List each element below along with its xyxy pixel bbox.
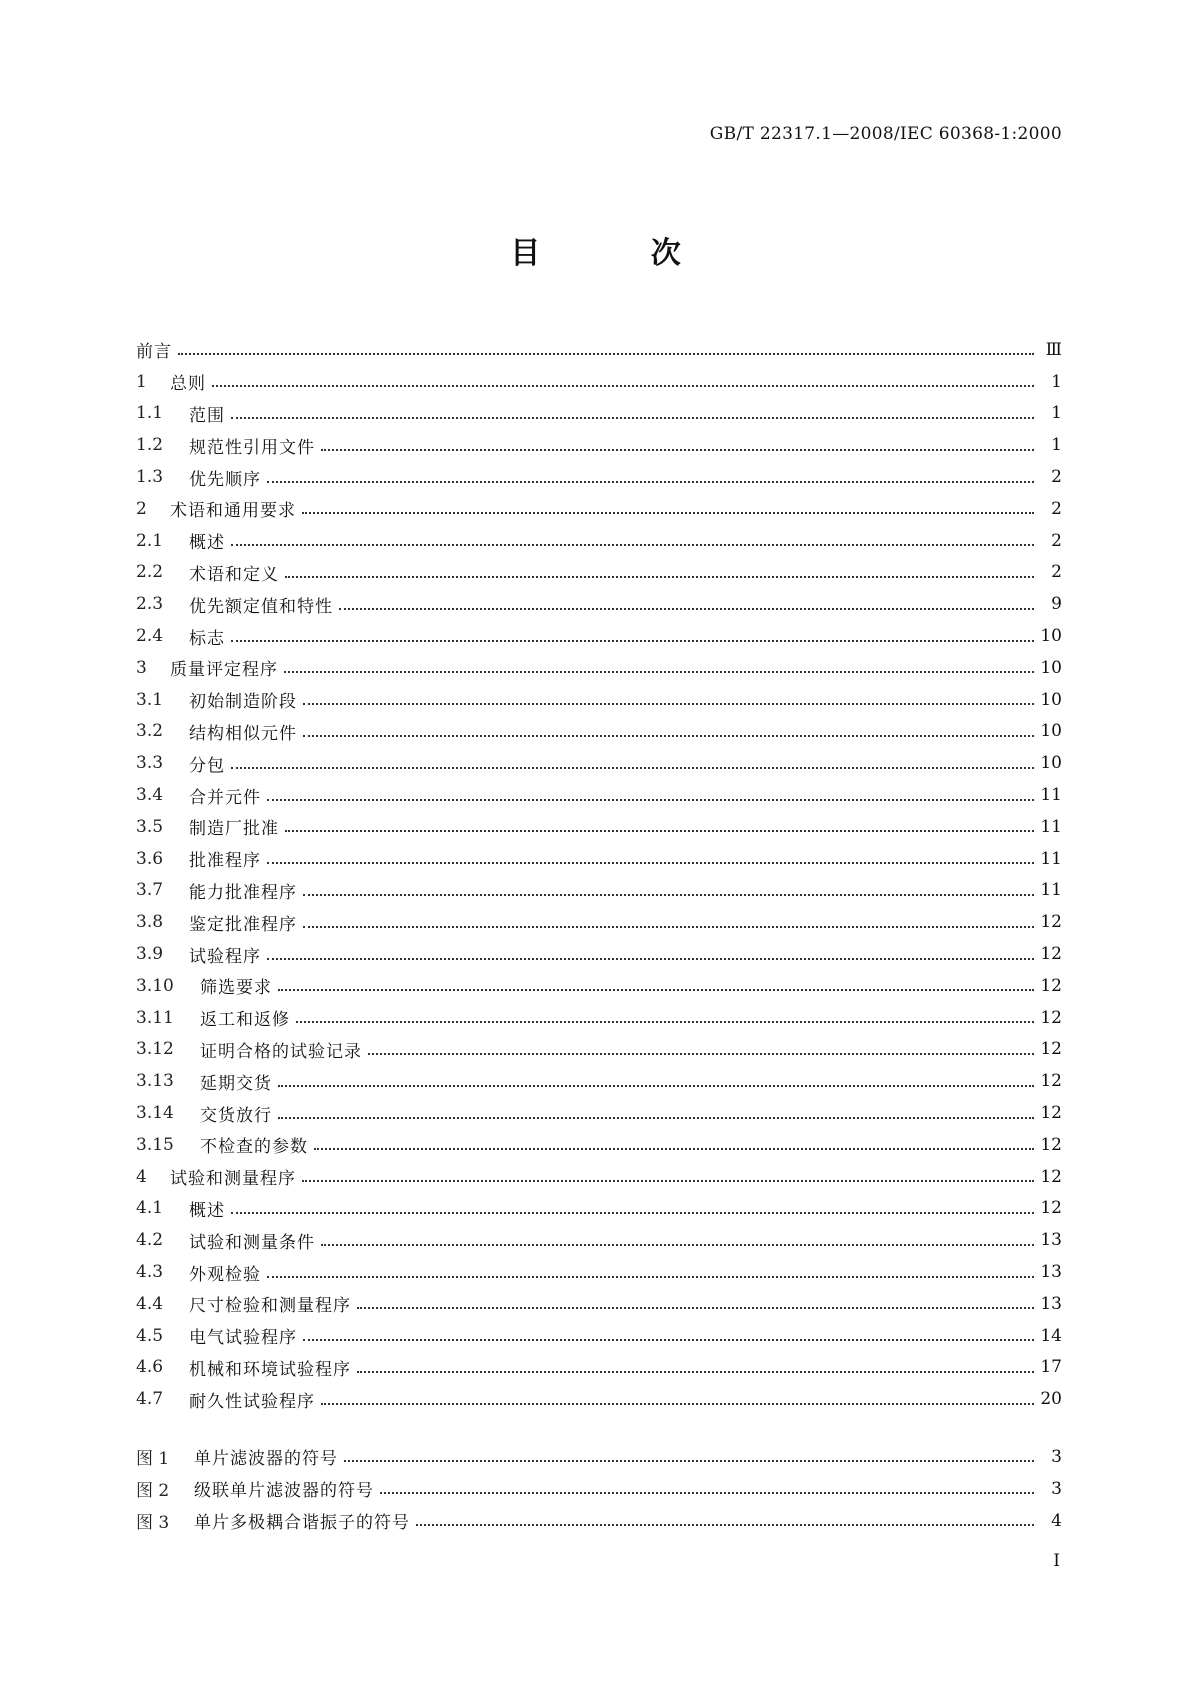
entry-title: 试验程序 xyxy=(189,946,261,967)
entry-page-number: 11 xyxy=(1040,880,1062,901)
entry-title: 术语和定义 xyxy=(189,564,279,585)
entry-number: 3.10 xyxy=(136,975,174,996)
dot-leader xyxy=(302,1179,1034,1182)
toc-entry[interactable] xyxy=(136,970,1062,1002)
entry-title: 概述 xyxy=(189,1200,225,1221)
entry-title: 总则 xyxy=(170,374,206,395)
entry-title: 单片滤波器的符号 xyxy=(194,1449,338,1470)
entry-title: 优先额定值和特性 xyxy=(189,596,333,617)
entry-title: 制造厂批准 xyxy=(189,819,279,840)
entry-title: 结构相似元件 xyxy=(189,723,297,744)
entry-title: 质量评定程序 xyxy=(170,660,278,681)
entry-page-number: 17 xyxy=(1040,1357,1062,1378)
dot-leader xyxy=(231,543,1034,546)
entry-title: 范围 xyxy=(189,405,225,426)
entry-number: 3 xyxy=(136,657,147,678)
entry-page-number: 2 xyxy=(1051,530,1062,551)
dot-leader xyxy=(285,829,1034,832)
entry-page-number: 13 xyxy=(1040,1230,1062,1251)
entry-page-number: 12 xyxy=(1040,944,1062,965)
entry-page-number: 12 xyxy=(1040,1103,1062,1124)
dot-leader xyxy=(357,1370,1034,1373)
toc-entry[interactable] xyxy=(136,1383,1062,1415)
entry-title: 单片多极耦合谐振子的符号 xyxy=(194,1513,410,1534)
entry-page-number: 12 xyxy=(1040,912,1062,933)
entry-page-number: 10 xyxy=(1040,721,1062,742)
toc-entry[interactable] xyxy=(136,779,1062,811)
toc-entry[interactable] xyxy=(136,366,1062,398)
entry-page-number: 13 xyxy=(1040,1293,1062,1314)
dot-leader xyxy=(303,1338,1034,1341)
dot-leader xyxy=(278,988,1034,991)
dot-leader xyxy=(212,384,1034,387)
dot-leader xyxy=(231,416,1034,419)
toc-entry[interactable] xyxy=(136,843,1062,875)
entry-title: 不检查的参数 xyxy=(200,1137,308,1158)
entry-title: 前言 xyxy=(136,342,172,363)
entry-page-number: Ⅲ xyxy=(1045,339,1062,360)
dot-leader xyxy=(231,639,1034,642)
entry-page-number: 3 xyxy=(1051,1478,1062,1499)
entry-title: 规范性引用文件 xyxy=(189,437,315,458)
entry-page-number: 11 xyxy=(1040,785,1062,806)
dot-leader xyxy=(321,448,1034,451)
dot-leader xyxy=(231,766,1034,769)
dot-leader xyxy=(368,1052,1034,1055)
entry-page-number: 13 xyxy=(1040,1262,1062,1282)
page-number: I xyxy=(1053,1551,1060,1571)
dot-leader xyxy=(380,1491,1034,1494)
entry-page-number: 1 xyxy=(1051,435,1062,456)
entry-title: 能力批准程序 xyxy=(189,882,297,903)
entry-page-number: 12 xyxy=(1040,1039,1062,1060)
entry-number: 3.14 xyxy=(136,1103,174,1124)
entry-number: 1.2 xyxy=(136,435,164,456)
dot-leader xyxy=(344,1459,1034,1462)
toc-entry[interactable] xyxy=(136,1352,1062,1384)
entry-number: 2 xyxy=(136,498,147,519)
entry-title: 批准程序 xyxy=(189,851,261,872)
figure-entry[interactable] xyxy=(136,1505,1062,1537)
dot-leader xyxy=(416,1523,1034,1526)
entry-number: 3.15 xyxy=(136,1134,174,1155)
toc-entry[interactable] xyxy=(136,652,1062,684)
dot-leader xyxy=(303,925,1034,928)
entry-title: 试验和测量条件 xyxy=(189,1232,315,1253)
entry-number: 3.13 xyxy=(136,1071,174,1092)
dot-leader xyxy=(303,893,1034,896)
section-gap xyxy=(136,1415,1062,1441)
toc-entry[interactable] xyxy=(136,938,1062,970)
toc-entry[interactable] xyxy=(136,684,1062,716)
entry-title: 术语和通用要求 xyxy=(170,501,296,522)
toc-entry[interactable] xyxy=(136,1193,1062,1225)
dot-leader xyxy=(267,480,1034,483)
entry-page-number: 12 xyxy=(1040,1007,1062,1028)
entry-title: 交货放行 xyxy=(200,1105,272,1126)
entry-page-number: 3 xyxy=(1051,1446,1062,1467)
entry-number: 3.4 xyxy=(136,785,164,806)
entry-page-number: 2 xyxy=(1051,562,1062,583)
toc-entry[interactable] xyxy=(136,334,1062,366)
toc-entry[interactable] xyxy=(136,1320,1062,1352)
dot-leader xyxy=(357,1306,1034,1309)
entry-number: 3.3 xyxy=(136,753,164,774)
entry-number: 4.1 xyxy=(136,1198,164,1219)
entry-title: 外观检验 xyxy=(189,1264,261,1285)
entry-number: 2.2 xyxy=(136,562,164,583)
dot-leader xyxy=(278,1084,1034,1087)
entry-number: 图 1 xyxy=(136,1449,170,1470)
entry-number: 3.11 xyxy=(136,1007,174,1028)
dot-leader xyxy=(314,1147,1034,1150)
dot-leader xyxy=(267,798,1034,801)
entry-page-number: 2 xyxy=(1051,467,1062,488)
toc-entry[interactable] xyxy=(136,1224,1062,1256)
entry-number: 4.2 xyxy=(136,1230,164,1251)
dot-leader xyxy=(321,1243,1034,1246)
toc-entry[interactable] xyxy=(136,1034,1062,1066)
toc-entry[interactable] xyxy=(136,1002,1062,1034)
toc-entry[interactable] xyxy=(136,620,1062,652)
entry-title: 合并元件 xyxy=(189,787,261,808)
entry-number: 图 2 xyxy=(136,1481,170,1502)
entry-title: 筛选要求 xyxy=(200,978,272,999)
dot-leader xyxy=(303,734,1034,737)
entry-page-number: 12 xyxy=(1040,1166,1062,1187)
entry-title: 机械和环境试验程序 xyxy=(189,1359,351,1380)
toc-entry[interactable] xyxy=(136,1288,1062,1320)
entry-title: 证明合格的试验记录 xyxy=(200,1041,362,1062)
toc-entry[interactable] xyxy=(136,1256,1062,1288)
entry-number: 3.9 xyxy=(136,944,164,965)
entry-title: 尺寸检验和测量程序 xyxy=(189,1296,351,1317)
entry-number: 3.8 xyxy=(136,912,164,933)
toc-entry[interactable] xyxy=(136,1097,1062,1129)
entry-page-number: 10 xyxy=(1040,626,1062,647)
entry-page-number: 12 xyxy=(1040,1071,1062,1092)
toc-entry[interactable] xyxy=(136,1065,1062,1097)
entry-number: 4.7 xyxy=(136,1389,164,1410)
entry-title: 返工和返修 xyxy=(200,1010,290,1031)
entry-number: 4.6 xyxy=(136,1357,164,1378)
toc-entry[interactable] xyxy=(136,1161,1062,1193)
dot-leader xyxy=(178,352,1034,355)
entry-number: 4.5 xyxy=(136,1325,164,1346)
dot-leader xyxy=(339,607,1034,610)
dot-leader xyxy=(303,702,1034,705)
entry-page-number: 9 xyxy=(1051,594,1062,615)
toc-entry[interactable] xyxy=(136,811,1062,843)
entry-title: 延期交货 xyxy=(200,1073,272,1094)
entry-page-number: 11 xyxy=(1040,816,1062,837)
toc-entry[interactable] xyxy=(136,906,1062,938)
entry-page-number: 10 xyxy=(1040,689,1062,710)
entry-title: 鉴定批准程序 xyxy=(189,914,297,935)
toc-entry[interactable] xyxy=(136,493,1062,525)
entry-page-number: 20 xyxy=(1040,1389,1062,1410)
entry-page-number: 14 xyxy=(1040,1325,1062,1346)
toc-entry[interactable] xyxy=(136,875,1062,907)
entry-page-number: 10 xyxy=(1040,753,1062,774)
figure-entry[interactable] xyxy=(136,1473,1062,1505)
table-of-contents xyxy=(136,334,1062,1536)
entry-page-number: 1 xyxy=(1051,403,1062,424)
toc-entry[interactable] xyxy=(136,525,1062,557)
entry-number: 3.1 xyxy=(136,689,164,710)
dot-leader xyxy=(267,957,1034,960)
entry-title: 级联单片滤波器的符号 xyxy=(194,1481,374,1502)
toc-entry[interactable] xyxy=(136,747,1062,779)
entry-number: 2.3 xyxy=(136,594,164,615)
entry-number: 1.3 xyxy=(136,467,164,488)
entry-title: 分包 xyxy=(189,755,225,776)
entry-number: 1 xyxy=(136,371,147,392)
entry-title: 优先顺序 xyxy=(189,469,261,490)
toc-entry[interactable] xyxy=(136,429,1062,461)
entry-title: 试验和测量程序 xyxy=(170,1169,296,1190)
dot-leader xyxy=(267,1275,1034,1278)
toc-entry[interactable] xyxy=(136,588,1062,620)
entry-title: 初始制造阶段 xyxy=(189,692,297,713)
entry-title: 耐久性试验程序 xyxy=(189,1391,315,1412)
entry-number: 4.4 xyxy=(136,1293,164,1314)
entry-page-number: 2 xyxy=(1051,498,1062,519)
entry-number: 3.12 xyxy=(136,1039,174,1060)
entry-page-number: 10 xyxy=(1040,657,1062,678)
entry-number: 1.1 xyxy=(136,403,164,424)
entry-page-number: 1 xyxy=(1051,371,1062,392)
dot-leader xyxy=(267,861,1034,864)
toc-entry[interactable] xyxy=(136,461,1062,493)
entry-number: 3.5 xyxy=(136,816,164,837)
entry-number: 2.1 xyxy=(136,530,164,551)
entry-number: 2.4 xyxy=(136,626,164,647)
dot-leader xyxy=(278,1116,1034,1119)
entry-number: 4 xyxy=(136,1166,147,1187)
entry-page-number: 4 xyxy=(1051,1510,1062,1531)
toc-entry[interactable] xyxy=(136,557,1062,589)
standard-number: GB/T 22317.1—2008/IEC 60368-1:2000 xyxy=(709,124,1062,144)
toc-entry[interactable] xyxy=(136,716,1062,748)
entry-title: 电气试验程序 xyxy=(189,1328,297,1349)
dot-leader xyxy=(302,511,1034,514)
dot-leader xyxy=(285,575,1034,578)
dot-leader xyxy=(231,1211,1034,1214)
dot-leader xyxy=(284,670,1034,673)
entry-page-number: 12 xyxy=(1040,975,1062,996)
entry-number: 图 3 xyxy=(136,1513,170,1534)
entry-number: 3.2 xyxy=(136,721,164,742)
entry-number: 3.7 xyxy=(136,880,164,901)
entry-number: 3.6 xyxy=(136,848,164,869)
toc-entry[interactable] xyxy=(136,398,1062,430)
entry-page-number: 12 xyxy=(1040,1198,1062,1219)
toc-entry[interactable] xyxy=(136,1129,1062,1161)
entry-title: 概述 xyxy=(189,533,225,554)
figure-entry[interactable] xyxy=(136,1441,1062,1473)
entry-title: 标志 xyxy=(189,628,225,649)
entry-page-number: 12 xyxy=(1040,1134,1062,1155)
dot-leader xyxy=(321,1402,1034,1405)
entry-number: 4.3 xyxy=(136,1262,164,1282)
dot-leader xyxy=(296,1020,1034,1023)
page-title: 目 次 xyxy=(510,236,731,271)
entry-page-number: 11 xyxy=(1040,848,1062,869)
